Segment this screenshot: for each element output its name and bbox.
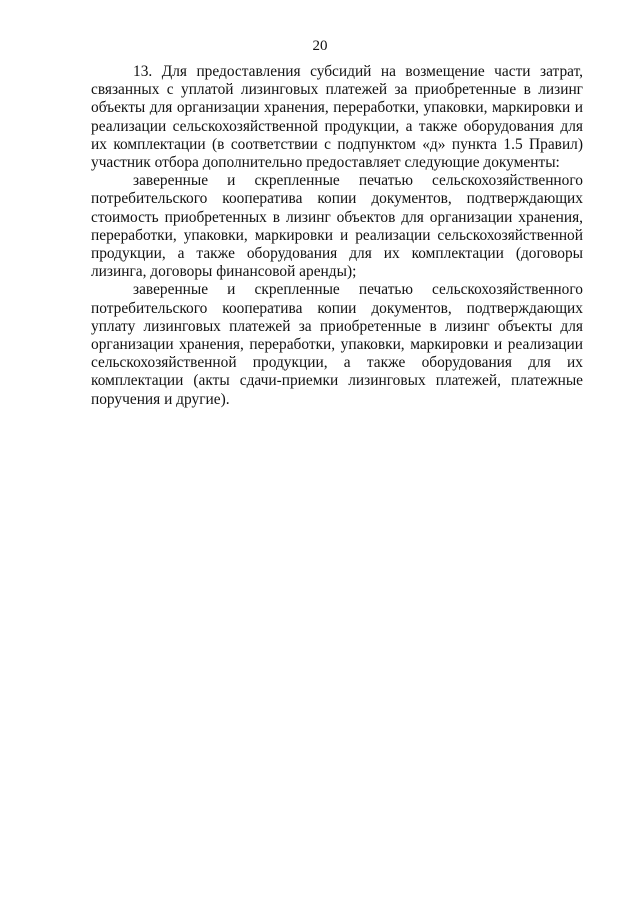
paragraph-13: 13. Для предоставления субсидий на возмещение части затрат, связанных с уплатой лизинговых платежей за приобретенные в лизинг объекты для организации хранения, переработки, упаковки, маркировки и реализации сельскохозяйственной продукции, а также оборудования для их комплектации (в соответствии с подпунктом «д» пункта 1.5 Правил) участник отбора дополнительно предоставляет следующие документы: [91,63,583,172]
paragraph-lease-contracts: заверенные и скрепленные печатью сельскохозяйственного потребительского кооператива копии документов, подтверждающих стоимость приобретенных в лизинг объектов для организации хранения, переработки, упаковки, маркировки и реализации сельскохозяйственной продукции, а также оборудования для их комплектации (договоры лизинга, договоры финансовой аренды); [91,172,583,281]
page-number: 20 [312,38,328,54]
paragraph-lease-payments: заверенные и скрепленные печатью сельскохозяйственного потребительского кооператива копии документов, подтверждающих уплату лизинговых платежей за приобретенные в лизинг объекты для организации хранения, переработки, упаковки, маркировки и реализации сельскохозяйственной продукции, а также оборудования для их комплектации (акты сдачи-приемки лизинговых платежей, платежные поручения и другие). [91,281,583,408]
document-body [91,63,583,409]
